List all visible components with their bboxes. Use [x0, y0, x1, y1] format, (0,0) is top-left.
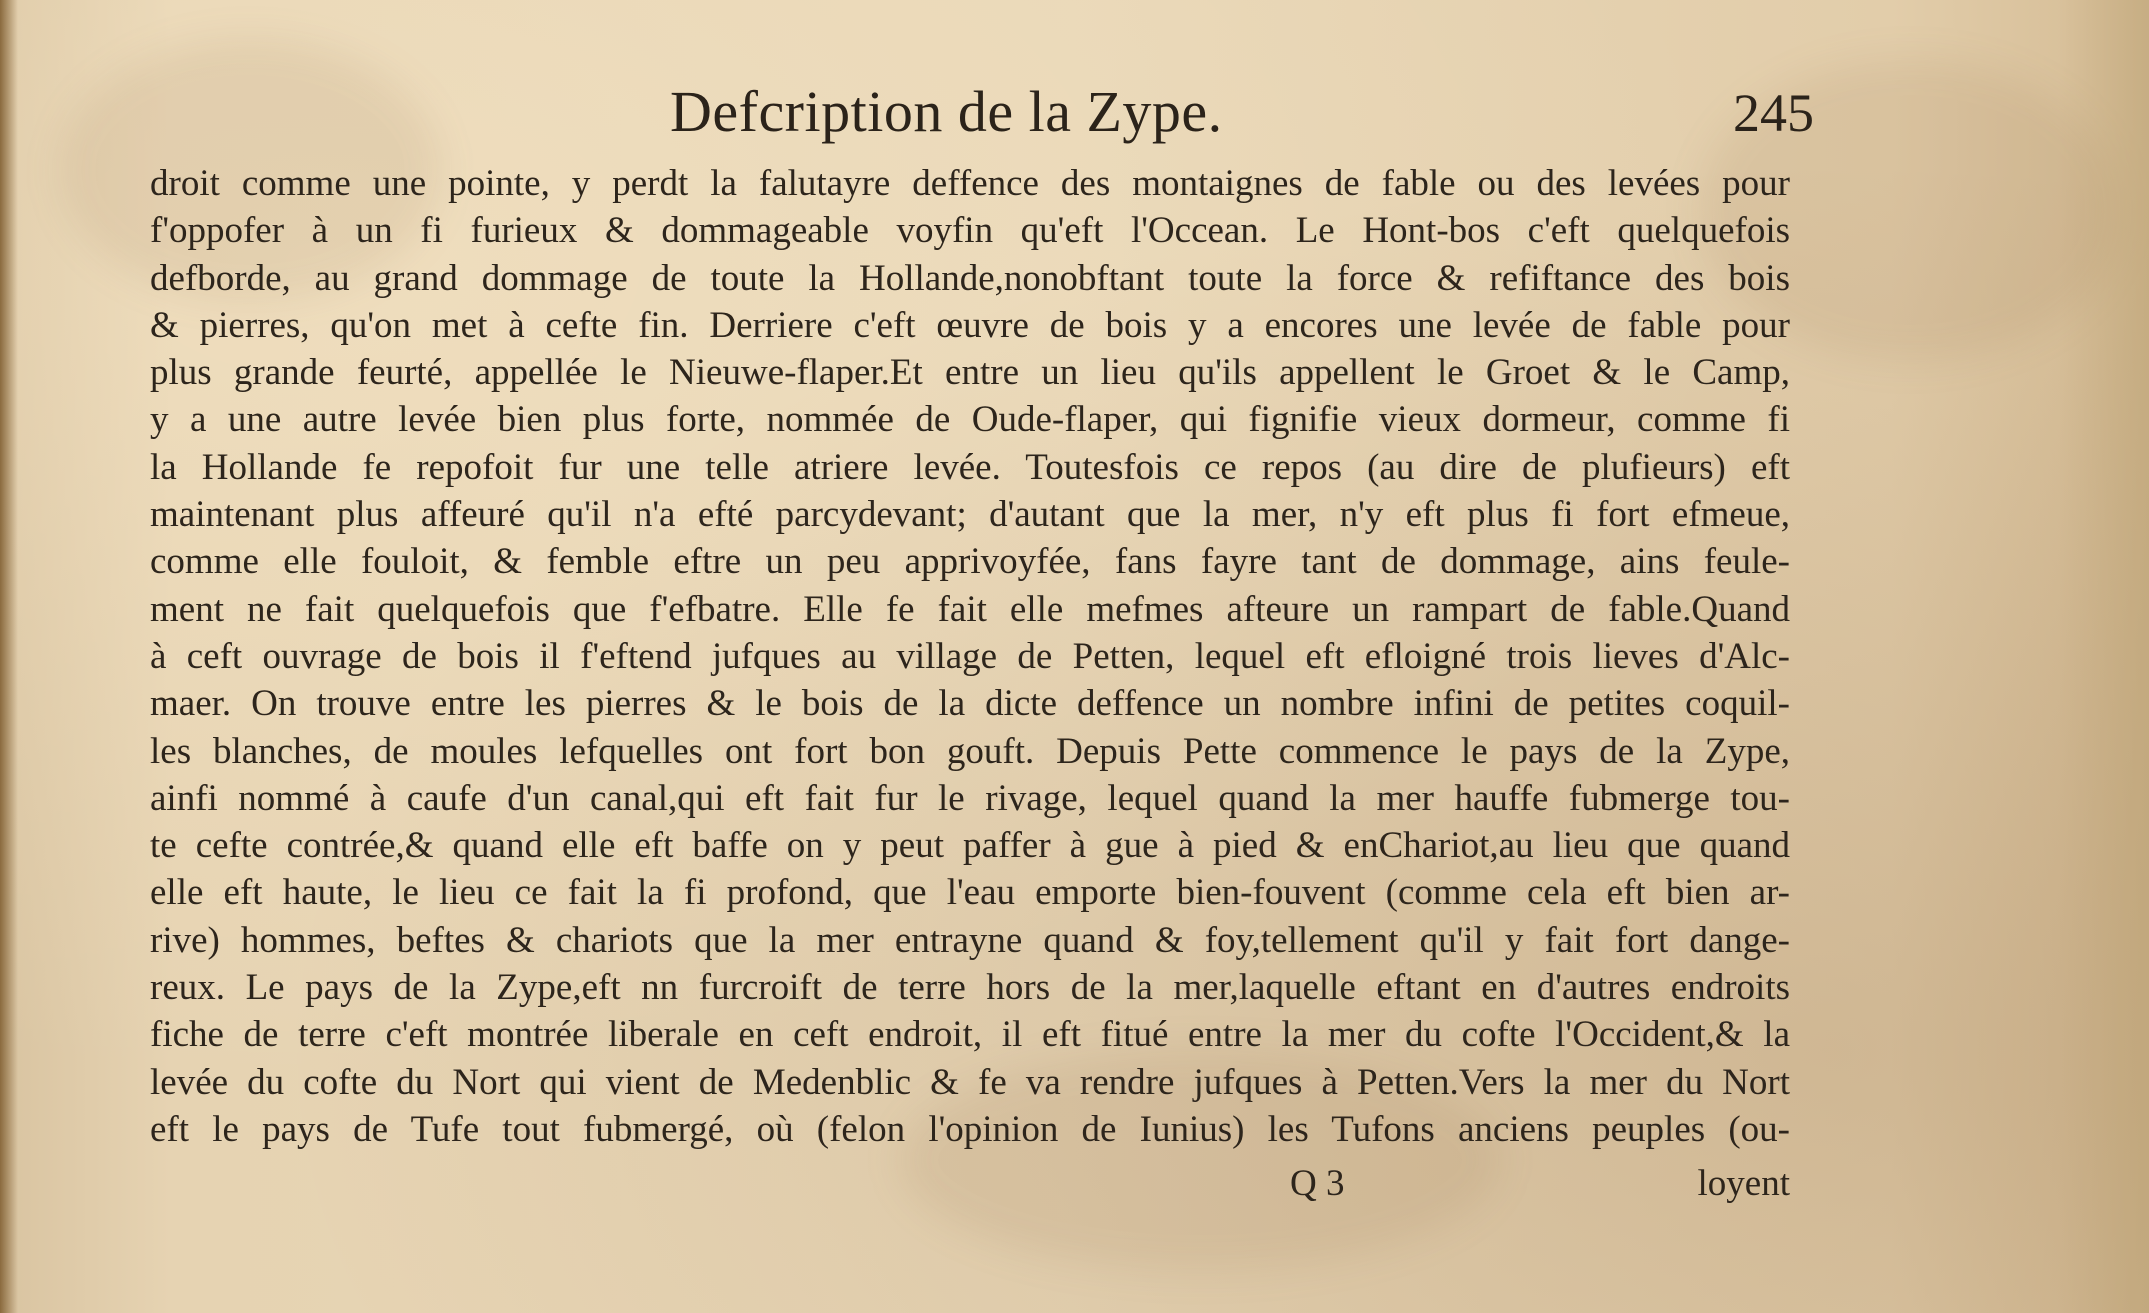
catchword: loyent — [1697, 1163, 1790, 1204]
text-line: elle eft haute, le lieu ce fait la fi profond, que l'eau emporte bien-fouvent (comme cela eft bien ar- — [150, 872, 1790, 914]
text-line: à ceft ouvrage de bois il f'eftend jufques au village de Petten, lequel eft efloigné trois lieves d'Alc- — [150, 635, 1790, 677]
text-line: levée du cofte du Nort qui vient de Medenblic & fe va rendre jufques à Petten.Vers la mer du Nort — [150, 1061, 1790, 1103]
body-text — [150, 160, 1790, 1153]
text-line: maer. On trouve entre les pierres & le bois de la dicte deffence un nombre infini de petites coquil- — [150, 683, 1790, 725]
running-title: Defcription de la Zype. — [670, 79, 1223, 144]
text-line: f'oppofer à un fi furieux & dommageable voyfin qu'eft l'Occean. Le Hont-bos c'eft quelquefois — [150, 210, 1790, 252]
text-line: te cefte contrée,& quand elle eft baffe on y peut paffer à gue à pied & enChariot,au lieu que quand — [150, 825, 1790, 867]
text-line: les blanches, de moules lefquelles ont fort bon gouft. Depuis Pette commence le pays de la Zype, — [150, 730, 1790, 772]
text-line: fiche de terre c'eft montrée liberale en ceft endroit, il eft fitué entre la mer du cofte l'Occident,& la — [150, 1014, 1790, 1056]
text-line: maintenant plus affeuré qu'il n'a efté parcydevant; d'autant que la mer, n'y eft plus fi fort efmeue, — [150, 494, 1790, 536]
text-line: la Hollande fe repofoit fur une telle atriere levée. Toutesfois ce repos (au dire de plufieurs) eft — [150, 446, 1790, 488]
text-line: defborde, au grand dommage de toute la Hollande,nonobftant toute la force & refiftance des bois — [150, 257, 1790, 299]
text-line: droit comme une pointe, y perdt la falutayre deffence des montaignes de fable ou des levées pour — [150, 163, 1790, 204]
text-line: rive) hommes, beftes & chariots que la mer entrayne quand & foy,tellement qu'il y fait fort dange- — [150, 919, 1790, 961]
text-line: plus grande feurté, appellée le Nieuwe-flaper.Et entre un lieu qu'ils appellent le Groet & le Camp, — [150, 352, 1790, 394]
text-line: y a une autre levée bien plus forte, nommée de Oude-flaper, qui fignifie vieux dormeur, comme fi — [150, 399, 1790, 441]
signature-mark: Q 3 — [1290, 1163, 1345, 1204]
page-number: 245 — [1733, 83, 1814, 143]
text-line: comme elle fouloit, & femble eftre un peu apprivoyfée, fans fayre tant de dommage, ains feule- — [150, 541, 1790, 583]
text-line: reux. Le pays de la Zype,eft nn furcroift de terre hors de la mer,laquelle eftant en d'autres endroits — [150, 967, 1790, 1009]
page-header — [150, 78, 1814, 158]
text-line: eft le pays de Tufe tout fubmergé, où (felon l'opinion de Iunius) les Tufons anciens peuples (ou- — [150, 1108, 1790, 1150]
text-line: ainfi nommé à caufe d'un canal,qui eft fait fur le rivage, lequel quand la mer hauffe fubmerge tou- — [150, 777, 1790, 819]
text-line: ment ne fait quelquefois que f'efbatre. Elle fe fait elle mefmes afteure un rampart de fable.Quand — [150, 588, 1790, 630]
page-footer — [150, 1162, 1790, 1212]
text-line: & pierres, qu'on met à cefte fin. Derriere c'eft œuvre de bois y a encores une levée de fable pour — [150, 304, 1790, 346]
